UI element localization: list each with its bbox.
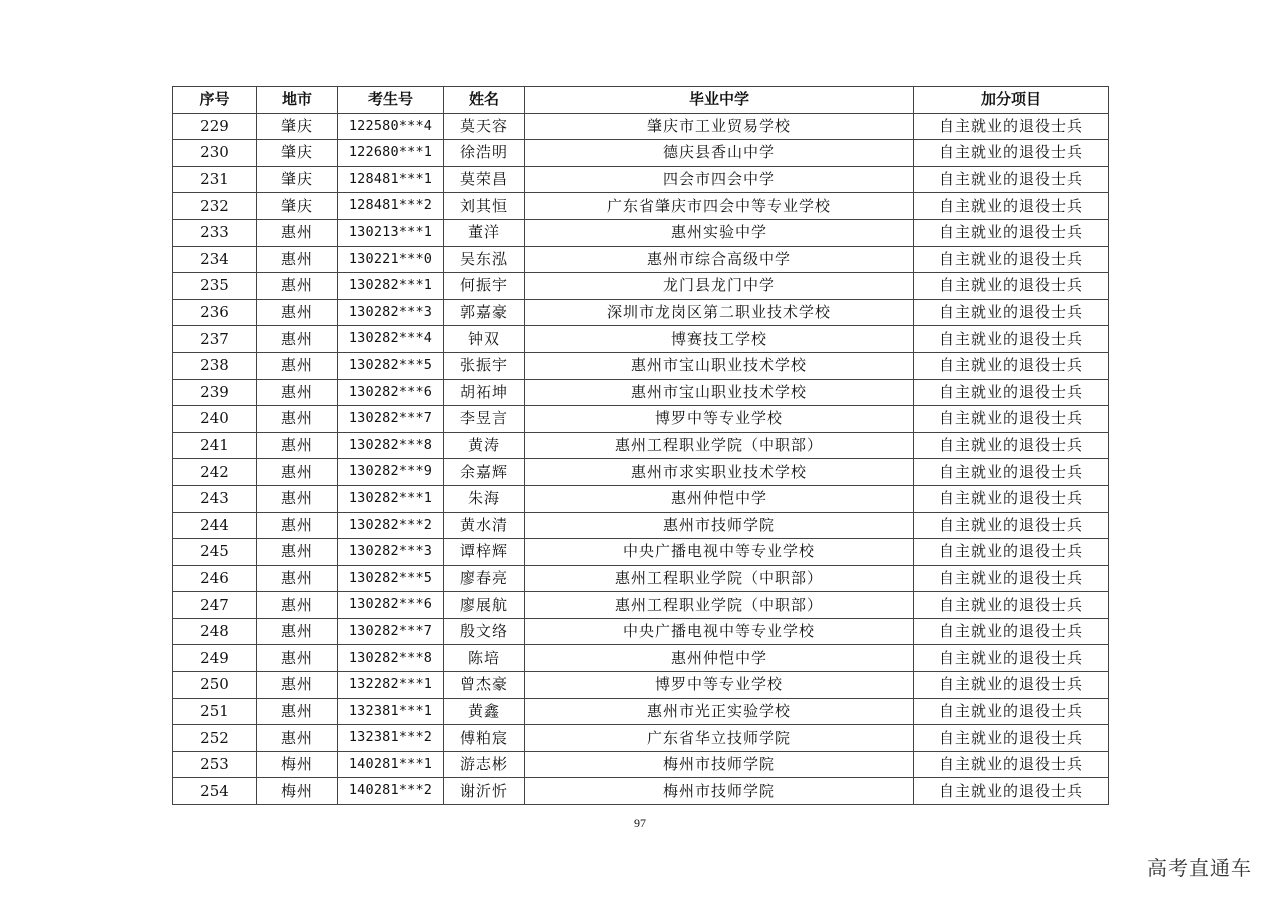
cell-serial-number: 230: [173, 140, 257, 167]
cell-city: 惠州: [257, 352, 338, 379]
cell-graduation-school: 博罗中等专业学校: [525, 406, 914, 433]
cell-name: 董洋: [444, 219, 525, 246]
cell-candidate-number: 130282***6: [338, 379, 444, 406]
cell-graduation-school: 博罗中等专业学校: [525, 672, 914, 699]
cell-bonus-item: 自主就业的退役士兵: [914, 113, 1109, 140]
cell-city: 肇庆: [257, 140, 338, 167]
table-row: [173, 565, 1109, 592]
cell-serial-number: 245: [173, 539, 257, 566]
cell-city: 惠州: [257, 618, 338, 645]
cell-candidate-number: 130282***8: [338, 645, 444, 672]
cell-name: 黄水清: [444, 512, 525, 539]
cell-candidate-number: 130221***0: [338, 246, 444, 273]
cell-name: 刘其恒: [444, 193, 525, 220]
table-row: [173, 273, 1109, 300]
cell-bonus-item: 自主就业的退役士兵: [914, 299, 1109, 326]
cell-bonus-item: 自主就业的退役士兵: [914, 512, 1109, 539]
cell-name: 郭嘉豪: [444, 299, 525, 326]
cell-graduation-school: 深圳市龙岗区第二职业技术学校: [525, 299, 914, 326]
cell-serial-number: 251: [173, 698, 257, 725]
cell-city: 惠州: [257, 432, 338, 459]
cell-bonus-item: 自主就业的退役士兵: [914, 246, 1109, 273]
cell-graduation-school: 中央广播电视中等专业学校: [525, 618, 914, 645]
table-row: [173, 672, 1109, 699]
cell-bonus-item: 自主就业的退役士兵: [914, 379, 1109, 406]
table-row: [173, 246, 1109, 273]
cell-graduation-school: 四会市四会中学: [525, 166, 914, 193]
cell-candidate-number: 140281***2: [338, 778, 444, 805]
cell-graduation-school: 中央广播电视中等专业学校: [525, 539, 914, 566]
cell-candidate-number: 132381***2: [338, 725, 444, 752]
cell-name: 傅粕宸: [444, 725, 525, 752]
cell-name: 李昱言: [444, 406, 525, 433]
cell-name: 殷文络: [444, 618, 525, 645]
cell-bonus-item: 自主就业的退役士兵: [914, 406, 1109, 433]
cell-candidate-number: 122680***1: [338, 140, 444, 167]
table-row: [173, 140, 1109, 167]
cell-bonus-item: 自主就业的退役士兵: [914, 273, 1109, 300]
table-row: [173, 778, 1109, 805]
cell-candidate-number: 140281***1: [338, 751, 444, 778]
cell-name: 谭梓辉: [444, 539, 525, 566]
cell-graduation-school: 惠州市技师学院: [525, 512, 914, 539]
cell-candidate-number: 132381***1: [338, 698, 444, 725]
table-row: [173, 299, 1109, 326]
cell-name: 陈培: [444, 645, 525, 672]
table-body: [173, 113, 1109, 804]
cell-city: 惠州: [257, 299, 338, 326]
header-graduation-school: 毕业中学: [525, 87, 914, 114]
cell-name: 廖春亮: [444, 565, 525, 592]
cell-serial-number: 234: [173, 246, 257, 273]
cell-city: 惠州: [257, 539, 338, 566]
cell-graduation-school: 梅州市技师学院: [525, 778, 914, 805]
cell-serial-number: 250: [173, 672, 257, 699]
table-row: [173, 379, 1109, 406]
cell-serial-number: 233: [173, 219, 257, 246]
cell-bonus-item: 自主就业的退役士兵: [914, 485, 1109, 512]
header-name: 姓名: [444, 87, 525, 114]
cell-city: 惠州: [257, 485, 338, 512]
cell-name: 钟双: [444, 326, 525, 353]
cell-candidate-number: 130282***1: [338, 485, 444, 512]
cell-name: 谢沂忻: [444, 778, 525, 805]
table-row: [173, 645, 1109, 672]
table-row: [173, 725, 1109, 752]
cell-bonus-item: 自主就业的退役士兵: [914, 432, 1109, 459]
cell-candidate-number: 130282***2: [338, 512, 444, 539]
cell-graduation-school: 德庆县香山中学: [525, 140, 914, 167]
cell-graduation-school: 龙门县龙门中学: [525, 273, 914, 300]
cell-name: 张振宇: [444, 352, 525, 379]
header-bonus-item: 加分项目: [914, 87, 1109, 114]
cell-name: 朱海: [444, 485, 525, 512]
cell-serial-number: 246: [173, 565, 257, 592]
cell-bonus-item: 自主就业的退役士兵: [914, 193, 1109, 220]
cell-serial-number: 248: [173, 618, 257, 645]
cell-graduation-school: 广东省华立技师学院: [525, 725, 914, 752]
cell-city: 惠州: [257, 725, 338, 752]
cell-candidate-number: 130282***7: [338, 406, 444, 433]
cell-city: 惠州: [257, 512, 338, 539]
cell-city: 惠州: [257, 326, 338, 353]
cell-serial-number: 247: [173, 592, 257, 619]
cell-graduation-school: 惠州仲恺中学: [525, 645, 914, 672]
cell-bonus-item: 自主就业的退役士兵: [914, 219, 1109, 246]
cell-bonus-item: 自主就业的退役士兵: [914, 565, 1109, 592]
cell-serial-number: 232: [173, 193, 257, 220]
cell-name: 何振宇: [444, 273, 525, 300]
cell-graduation-school: 博赛技工学校: [525, 326, 914, 353]
table-row: [173, 618, 1109, 645]
cell-name: 游志彬: [444, 751, 525, 778]
cell-city: 惠州: [257, 273, 338, 300]
cell-name: 廖展航: [444, 592, 525, 619]
cell-city: 惠州: [257, 246, 338, 273]
cell-serial-number: 238: [173, 352, 257, 379]
table-row: [173, 193, 1109, 220]
cell-graduation-school: 惠州实验中学: [525, 219, 914, 246]
cell-serial-number: 236: [173, 299, 257, 326]
cell-graduation-school: 惠州市宝山职业技术学校: [525, 379, 914, 406]
cell-candidate-number: 130213***1: [338, 219, 444, 246]
cell-serial-number: 237: [173, 326, 257, 353]
table-row: [173, 166, 1109, 193]
table-row: [173, 539, 1109, 566]
cell-bonus-item: 自主就业的退役士兵: [914, 352, 1109, 379]
cell-candidate-number: 130282***4: [338, 326, 444, 353]
cell-graduation-school: 广东省肇庆市四会中等专业学校: [525, 193, 914, 220]
cell-serial-number: 231: [173, 166, 257, 193]
cell-name: 黄鑫: [444, 698, 525, 725]
cell-graduation-school: 梅州市技师学院: [525, 751, 914, 778]
header-city: 地市: [257, 87, 338, 114]
cell-candidate-number: 130282***3: [338, 299, 444, 326]
cell-candidate-number: 130282***9: [338, 459, 444, 486]
cell-bonus-item: 自主就业的退役士兵: [914, 672, 1109, 699]
cell-bonus-item: 自主就业的退役士兵: [914, 698, 1109, 725]
cell-serial-number: 253: [173, 751, 257, 778]
table-row: [173, 326, 1109, 353]
cell-name: 黄涛: [444, 432, 525, 459]
cell-graduation-school: 惠州市光正实验学校: [525, 698, 914, 725]
cell-bonus-item: 自主就业的退役士兵: [914, 778, 1109, 805]
cell-serial-number: 243: [173, 485, 257, 512]
cell-city: 肇庆: [257, 193, 338, 220]
cell-candidate-number: 130282***7: [338, 618, 444, 645]
cell-serial-number: 239: [173, 379, 257, 406]
cell-serial-number: 229: [173, 113, 257, 140]
cell-city: 梅州: [257, 751, 338, 778]
cell-serial-number: 252: [173, 725, 257, 752]
cell-graduation-school: 惠州工程职业学院（中职部）: [525, 592, 914, 619]
cell-bonus-item: 自主就业的退役士兵: [914, 645, 1109, 672]
cell-candidate-number: 132282***1: [338, 672, 444, 699]
cell-candidate-number: 130282***5: [338, 565, 444, 592]
admission-bonus-table: [172, 86, 1109, 805]
cell-graduation-school: 惠州市宝山职业技术学校: [525, 352, 914, 379]
cell-graduation-school: 惠州工程职业学院（中职部）: [525, 565, 914, 592]
cell-candidate-number: 130282***8: [338, 432, 444, 459]
cell-city: 肇庆: [257, 166, 338, 193]
cell-bonus-item: 自主就业的退役士兵: [914, 539, 1109, 566]
cell-bonus-item: 自主就业的退役士兵: [914, 618, 1109, 645]
cell-bonus-item: 自主就业的退役士兵: [914, 140, 1109, 167]
watermark-text: 高考直通车: [1147, 856, 1252, 880]
cell-bonus-item: 自主就业的退役士兵: [914, 751, 1109, 778]
cell-name: 胡祏坤: [444, 379, 525, 406]
header-serial-number: 序号: [173, 87, 257, 114]
cell-city: 惠州: [257, 592, 338, 619]
table-header-row: [173, 87, 1109, 114]
cell-candidate-number: 122580***4: [338, 113, 444, 140]
cell-city: 惠州: [257, 565, 338, 592]
page-number: 97: [634, 816, 646, 830]
cell-city: 惠州: [257, 379, 338, 406]
cell-city: 惠州: [257, 672, 338, 699]
cell-candidate-number: 128481***2: [338, 193, 444, 220]
cell-serial-number: 254: [173, 778, 257, 805]
cell-city: 肇庆: [257, 113, 338, 140]
cell-bonus-item: 自主就业的退役士兵: [914, 459, 1109, 486]
table-row: [173, 698, 1109, 725]
header-candidate-number: 考生号: [338, 87, 444, 114]
cell-name: 莫天容: [444, 113, 525, 140]
cell-candidate-number: 128481***1: [338, 166, 444, 193]
cell-bonus-item: 自主就业的退役士兵: [914, 592, 1109, 619]
cell-graduation-school: 惠州市综合高级中学: [525, 246, 914, 273]
cell-city: 惠州: [257, 406, 338, 433]
cell-graduation-school: 惠州市求实职业技术学校: [525, 459, 914, 486]
cell-city: 梅州: [257, 778, 338, 805]
table-row: [173, 432, 1109, 459]
table-row: [173, 406, 1109, 433]
table-row: [173, 352, 1109, 379]
cell-name: 徐浩明: [444, 140, 525, 167]
cell-serial-number: 241: [173, 432, 257, 459]
cell-graduation-school: 惠州仲恺中学: [525, 485, 914, 512]
cell-candidate-number: 130282***5: [338, 352, 444, 379]
cell-serial-number: 242: [173, 459, 257, 486]
cell-bonus-item: 自主就业的退役士兵: [914, 166, 1109, 193]
cell-candidate-number: 130282***1: [338, 273, 444, 300]
cell-name: 莫荣昌: [444, 166, 525, 193]
cell-candidate-number: 130282***3: [338, 539, 444, 566]
table-row: [173, 113, 1109, 140]
cell-bonus-item: 自主就业的退役士兵: [914, 326, 1109, 353]
cell-bonus-item: 自主就业的退役士兵: [914, 725, 1109, 752]
cell-candidate-number: 130282***6: [338, 592, 444, 619]
cell-name: 吴东泓: [444, 246, 525, 273]
cell-city: 惠州: [257, 645, 338, 672]
cell-graduation-school: 惠州工程职业学院（中职部）: [525, 432, 914, 459]
table-row: [173, 459, 1109, 486]
table-row: [173, 512, 1109, 539]
cell-city: 惠州: [257, 459, 338, 486]
cell-city: 惠州: [257, 698, 338, 725]
table-row: [173, 592, 1109, 619]
cell-city: 惠州: [257, 219, 338, 246]
cell-graduation-school: 肇庆市工业贸易学校: [525, 113, 914, 140]
cell-serial-number: 244: [173, 512, 257, 539]
cell-serial-number: 249: [173, 645, 257, 672]
cell-name: 曾杰豪: [444, 672, 525, 699]
table-row: [173, 485, 1109, 512]
cell-serial-number: 240: [173, 406, 257, 433]
table-row: [173, 219, 1109, 246]
cell-name: 余嘉辉: [444, 459, 525, 486]
cell-serial-number: 235: [173, 273, 257, 300]
table-row: [173, 751, 1109, 778]
